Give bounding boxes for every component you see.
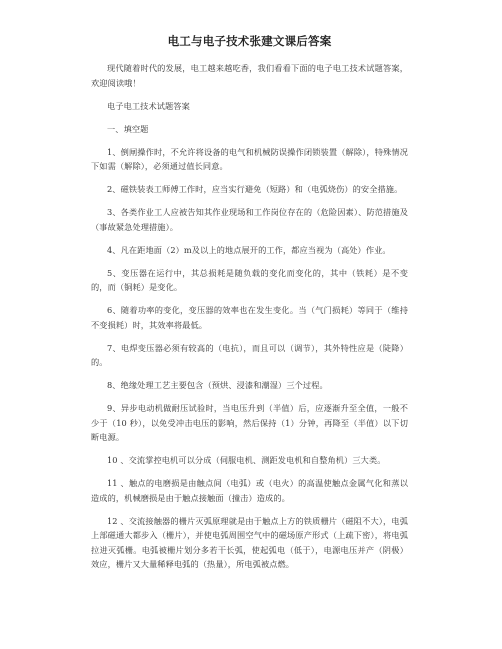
list-item: 10 、交流掌控电机可以分成（伺服电机、测距发电机和自整角机）三大类。 bbox=[107, 455, 386, 465]
list-item: 8、绝缘处理工艺主要包含（预烘、浸漆和潮湿）三个过程。 bbox=[107, 380, 328, 390]
intro-paragraph: 现代随着时代的发展，电工越来越吃香，我们看看下面的电子电工技术试题答案，欢迎阅读哦！ bbox=[91, 63, 408, 88]
list-item: 11 、触点的电磨损是由触点间（电弧）或（电火）的高温使触点金属气化和蒸以造成的，机械磨损是由于触点接触面（撞击）造成的。 bbox=[91, 478, 408, 503]
list-item: 2、磁铁装表工师傅工作时，应当实行避免（短路）和（电弧烧伤）的安全措施。 bbox=[107, 184, 403, 194]
document-title: 电工与电子技术张建文课后答案 bbox=[167, 34, 332, 48]
list-item: 1、倒闸操作时，不允许将设备的电气和机械防误操作闭锁装置（解除），特殊情况下如需（解除），必须通过值长同意。 bbox=[91, 146, 408, 171]
list-item: 6、随着功率的变化，变压器的效率也在发生变化。当（气门损耗）等同于（维持不变损耗）时，其效率将最低。 bbox=[91, 305, 408, 330]
list-item: 12 、交流接触器的栅片灭弧原理就是由于触点上方的铁质栅片（磁阻不大），电弧上部磁通大都步入（栅片），并使电弧周围空气中的磁场原产形式（上疏下密），将电弧拉进灭弧栅。电弧被栅片划分多若干长弧，使起弧电（低于），电源电压并产（阴极）效应，栅片又大量稀释电弧的（热量），所电弧被点燃。 bbox=[91, 515, 408, 569]
list-item: 9、异步电动机做耐压试验时，当电压升到（半值）后，应逐渐升至全值，一般不少于（10 秒），以免受冲击电压的影响，然后保持（1）分钟，再降至（半值）以下切断电源。 bbox=[91, 403, 408, 442]
subtitle-paragraph: 电子电工技术试题答案 bbox=[107, 100, 190, 111]
list-item: 3、各类作业工人应被告知其作业现场和工作岗位存在的（危险因素）、防范措施及（事故紧急处理措施）。 bbox=[91, 207, 408, 232]
list-item: 4、凡在距地面（2）m及以上的地点展开的工作，都应当视为（高处）作业。 bbox=[107, 244, 391, 255]
list-item: 7、电焊变压器必须有较高的（电抗），而且可以（调节），其外特性应是（陡降）的。 bbox=[91, 342, 408, 367]
section-heading: 一、填空题 bbox=[107, 123, 149, 134]
list-item: 5、变压器在运行中，其总损耗是随负载的变化而变化的，其中（铁耗）是不变的，而（铜耗）是变化。 bbox=[91, 267, 408, 292]
